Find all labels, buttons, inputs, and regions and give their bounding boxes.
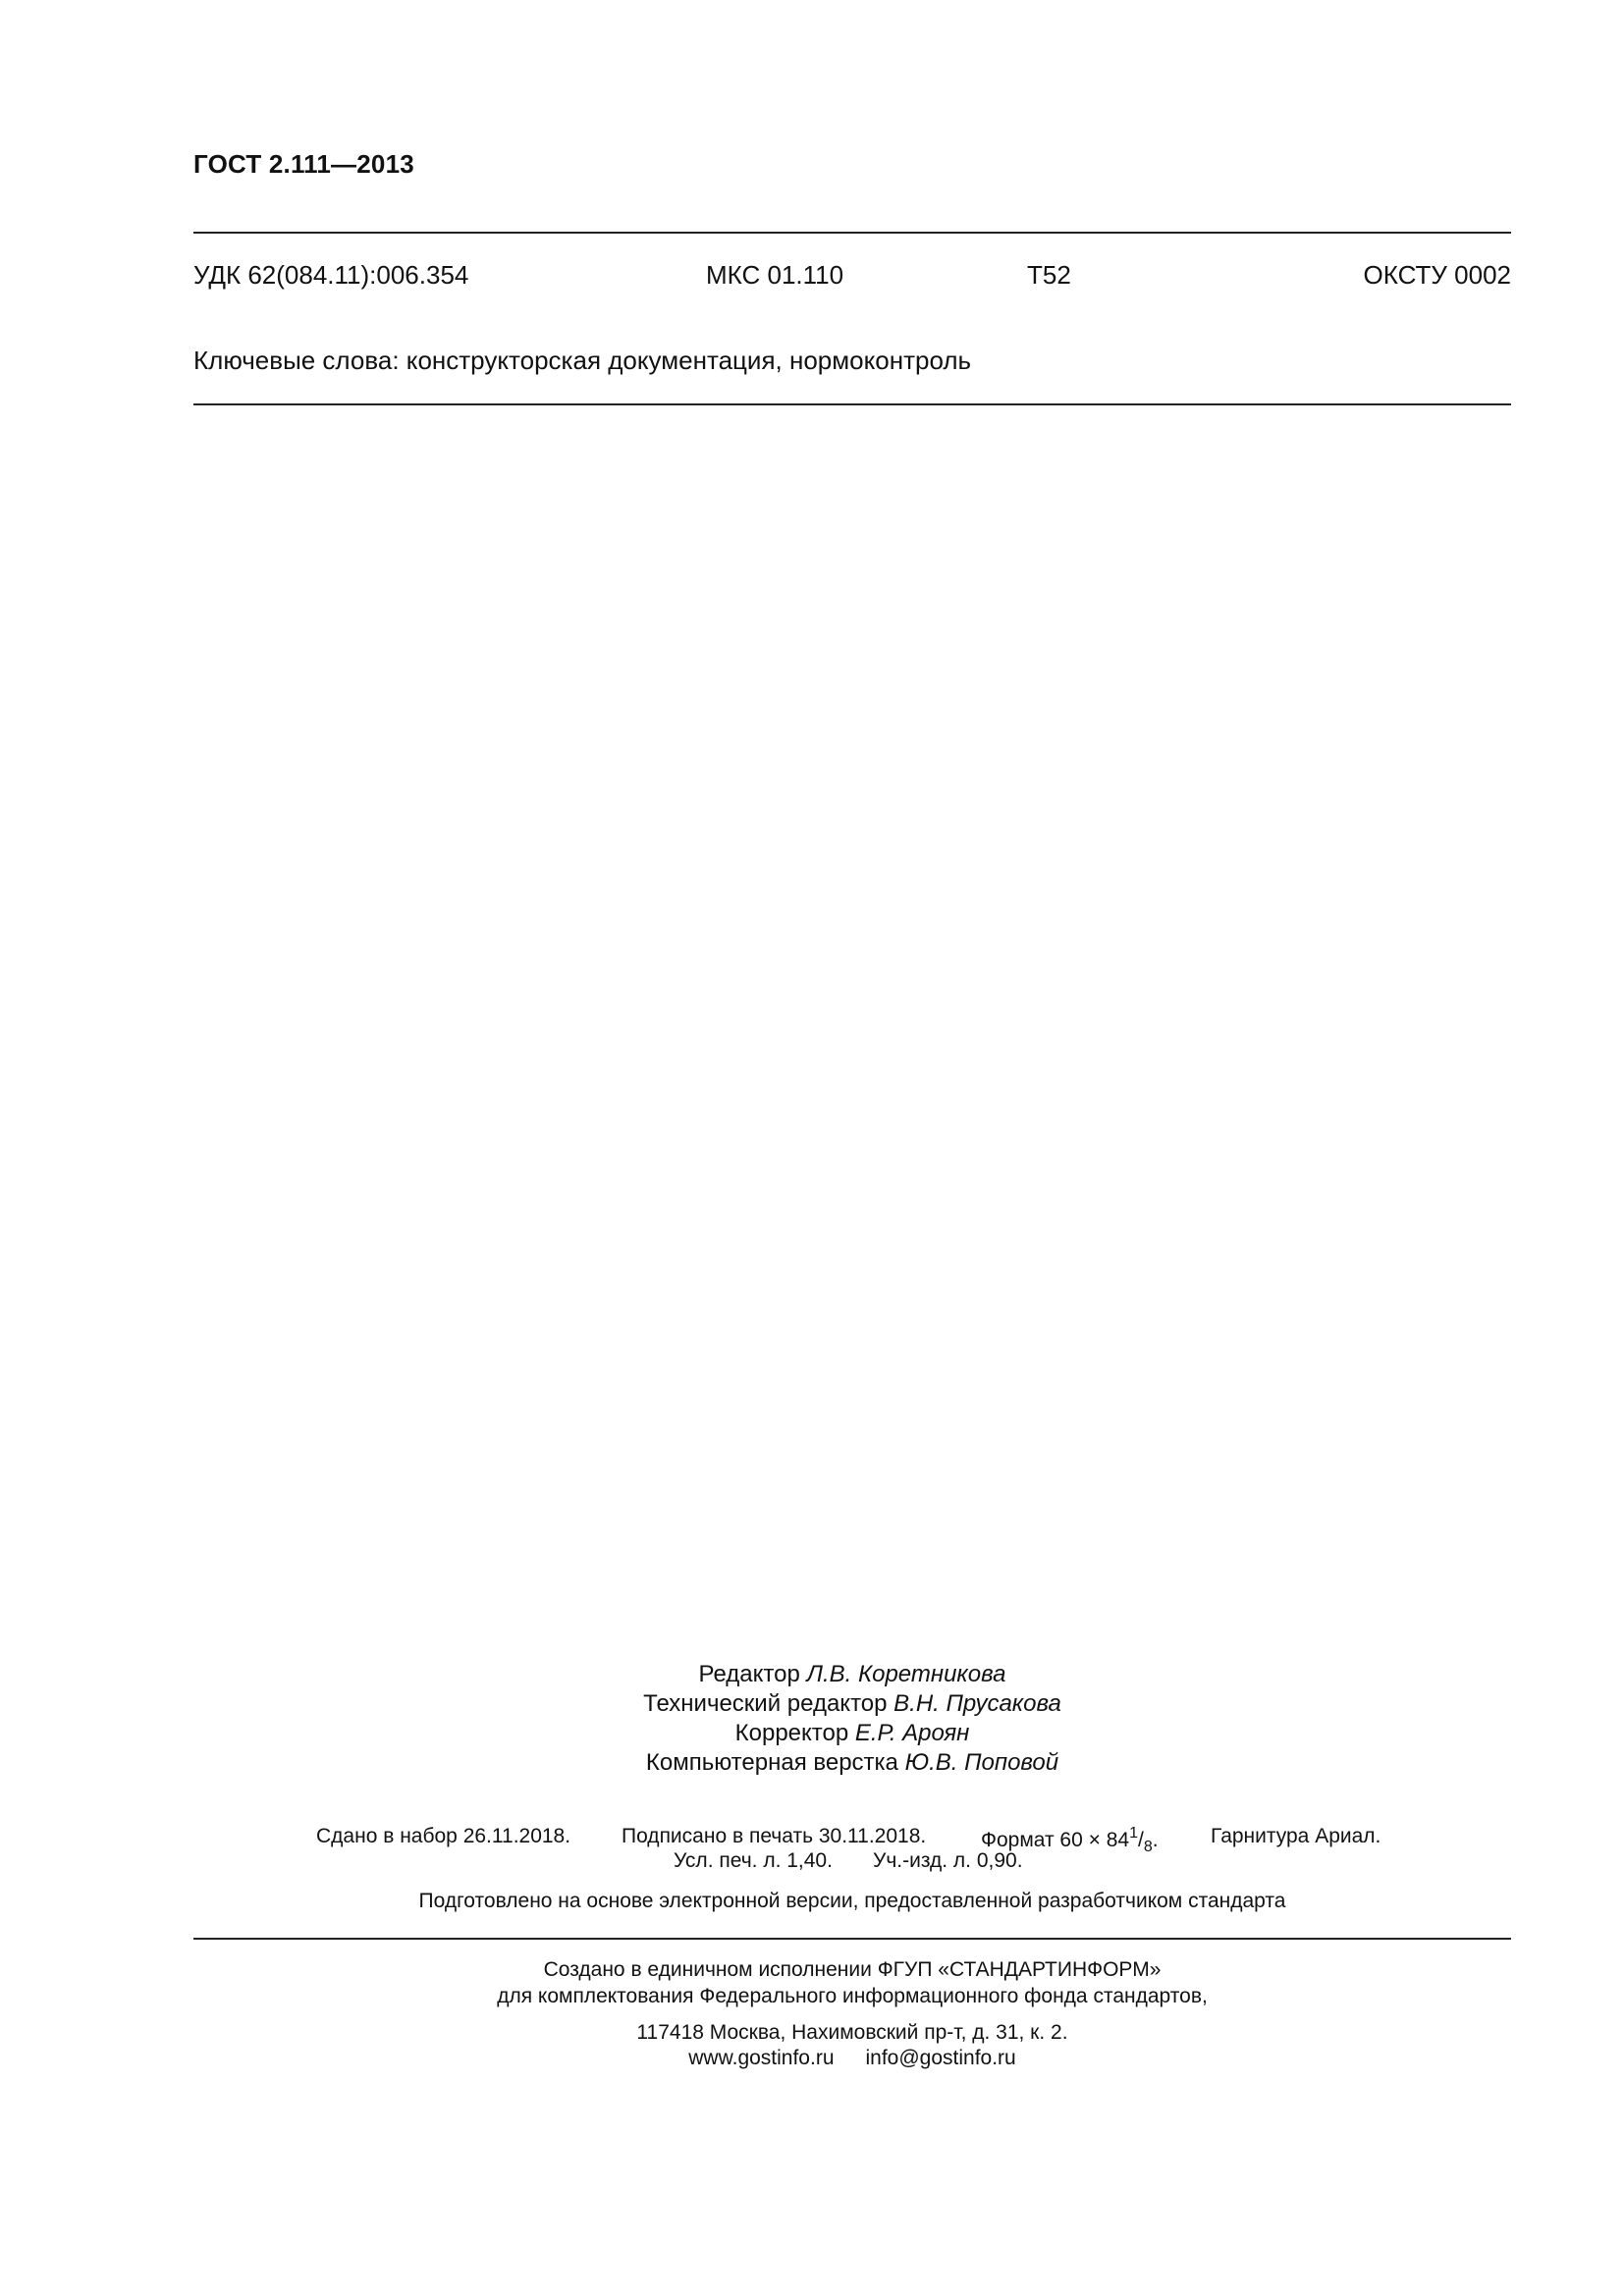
publisher-address: 117418 Москва, Нахимовский пр-т, д. 31, к. 2. [636,2021,1068,2044]
publisher-line-1: Создано в единичном исполнении ФГУП «СТАНДАРТИНФОРМ» [543,1958,1162,1981]
credit-layout [0,1748,1624,1778]
format-denominator: 8 [1143,1839,1153,1855]
format-prefix: Формат 60 × 84 [981,1829,1130,1851]
credit-editor [0,1660,1624,1689]
imprint-signed-to-print: Подписано в печать 30.11.2018. [622,1825,927,1847]
credit-name: В.Н. Прусакова [893,1690,1061,1717]
website-link[interactable]: www.gostinfo.ru [688,2047,835,2069]
imprint-pub-sheets: Уч.-изд. л. 0,90. [873,1849,1023,1872]
publisher-line-2: для комплектования Федерального информационного фонда стандартов, [497,1985,1208,2007]
credit-role: Редактор [698,1661,800,1687]
publisher-contacts [0,2047,1624,2070]
credit-name: Ю.В. Поповой [904,1749,1059,1776]
format-numerator: 1 [1129,1825,1138,1842]
format-suffix: . [1152,1829,1159,1851]
keywords-line: Ключевые слова: конструкторская документация, нормоконтроль [193,346,972,375]
imprint-typeface: Гарнитура Ариал. [1211,1825,1381,1847]
standard-code: ГОСТ 2.111—2013 [193,149,414,179]
credit-technical-editor [0,1689,1624,1719]
credit-name: Л.В. Коретникова [806,1661,1006,1687]
mks-code: МКС 01.110 [706,260,844,290]
imprint-print-sheets: Усл. печ. л. 1,40. [674,1849,833,1872]
imprint-format: Формат $60 \times 84^1/_8$. [981,1825,1159,1855]
keywords-divider [193,403,1511,405]
publisher-divider [193,1938,1511,1940]
email-link[interactable]: info@gostinfo.ru [865,2047,1016,2069]
credit-proofreader [0,1719,1624,1748]
top-divider [193,232,1511,234]
t-code: Т52 [1027,260,1071,290]
credit-role: Технический редактор [643,1690,888,1717]
udk-code: УДК 62(084.11):006.354 [193,260,469,290]
prepared-note: Подготовлено на основе электронной версии, предоставленной разработчиком стандарта [418,1890,1286,1912]
credit-name: Е.Р. Ароян [854,1720,970,1746]
credit-role: Корректор [734,1720,849,1746]
okstu-code: ОКСТУ 0002 [1363,260,1511,290]
imprint-sent-to-set: Сдано в набор 26.11.2018. [316,1825,571,1847]
credit-role: Компьютерная верстка [645,1749,898,1776]
